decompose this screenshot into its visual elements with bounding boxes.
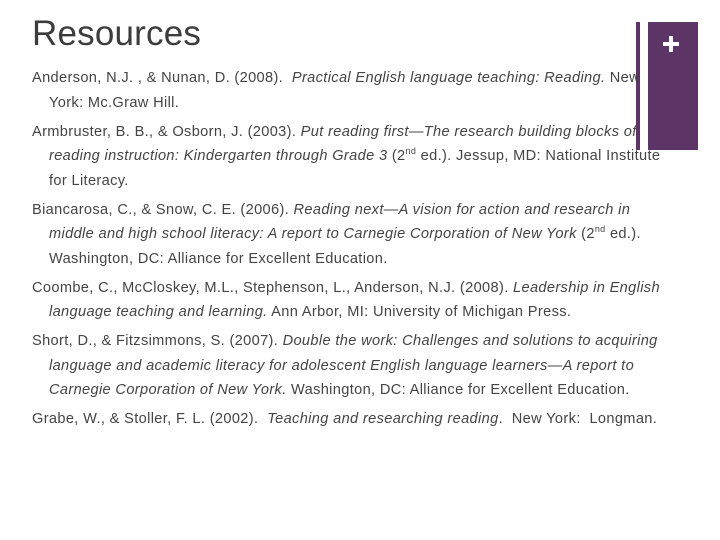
reference-text: Anderson, N.J. , & Nunan, D. (2008). xyxy=(32,70,292,86)
reference-list xyxy=(32,66,672,436)
reference-item xyxy=(32,66,672,115)
reference-title: Double the work: Challenges and solutions to acquiring language and academic literacy for adolescent English language learners—A report to Carnegie Corporation of New York. xyxy=(49,333,663,398)
reference-text: Armbruster, B. B., & Osborn, J. (2003). xyxy=(32,123,301,140)
reference-text: New York: Mc.Graw Hill. xyxy=(49,70,645,111)
reference-item xyxy=(32,329,672,403)
reference-text: ed.). Jessup, MD: National Institute for Literacy. xyxy=(49,148,665,189)
reference-item xyxy=(32,407,672,432)
reference-text: Grabe, W., & Stoller, F. L. (2002). xyxy=(32,411,268,427)
reference-text: Short, D., & Fitzsimmons, S. (2007). xyxy=(32,333,283,349)
reference-text: Ann Arbor, MI: University of Michigan Press. xyxy=(267,304,572,320)
slide-title: Resources xyxy=(32,14,202,53)
reference-item xyxy=(32,276,672,325)
reference-title: Teaching and researching reading xyxy=(267,411,499,427)
reference-text: ed.). Washington, DC: Alliance for Excellent Education. xyxy=(49,226,646,267)
ordinal-suffix: nd xyxy=(405,146,417,156)
reference-title: Reading next—A vision for action and research in middle and high school literacy: A report to Carnegie Corporation of New York xyxy=(49,201,635,242)
reference-item xyxy=(32,120,672,194)
reference-text: Washington, DC: Alliance for Excellent Education. xyxy=(286,382,630,398)
reference-title: Put reading first—The research building blocks of reading instruction: Kindergarten through Grade 3 xyxy=(49,123,642,164)
reference-text: . New York: Longman. xyxy=(498,411,658,427)
reference-text: Biancarosa, C., & Snow, C. E. (2006). xyxy=(32,201,294,218)
reference-item xyxy=(32,198,672,272)
reference-title: Leadership in English language teaching and learning. xyxy=(49,279,665,320)
reference-text: (2 xyxy=(576,226,595,242)
ordinal-suffix: nd xyxy=(594,224,606,234)
reference-title: Practical English language teaching: Reading. xyxy=(291,70,606,86)
reference-text: Coombe, C., McCloskey, M.L., Stephenson, L., Anderson, N.J. (2008). xyxy=(32,279,514,296)
reference-text: (2 xyxy=(387,148,406,164)
